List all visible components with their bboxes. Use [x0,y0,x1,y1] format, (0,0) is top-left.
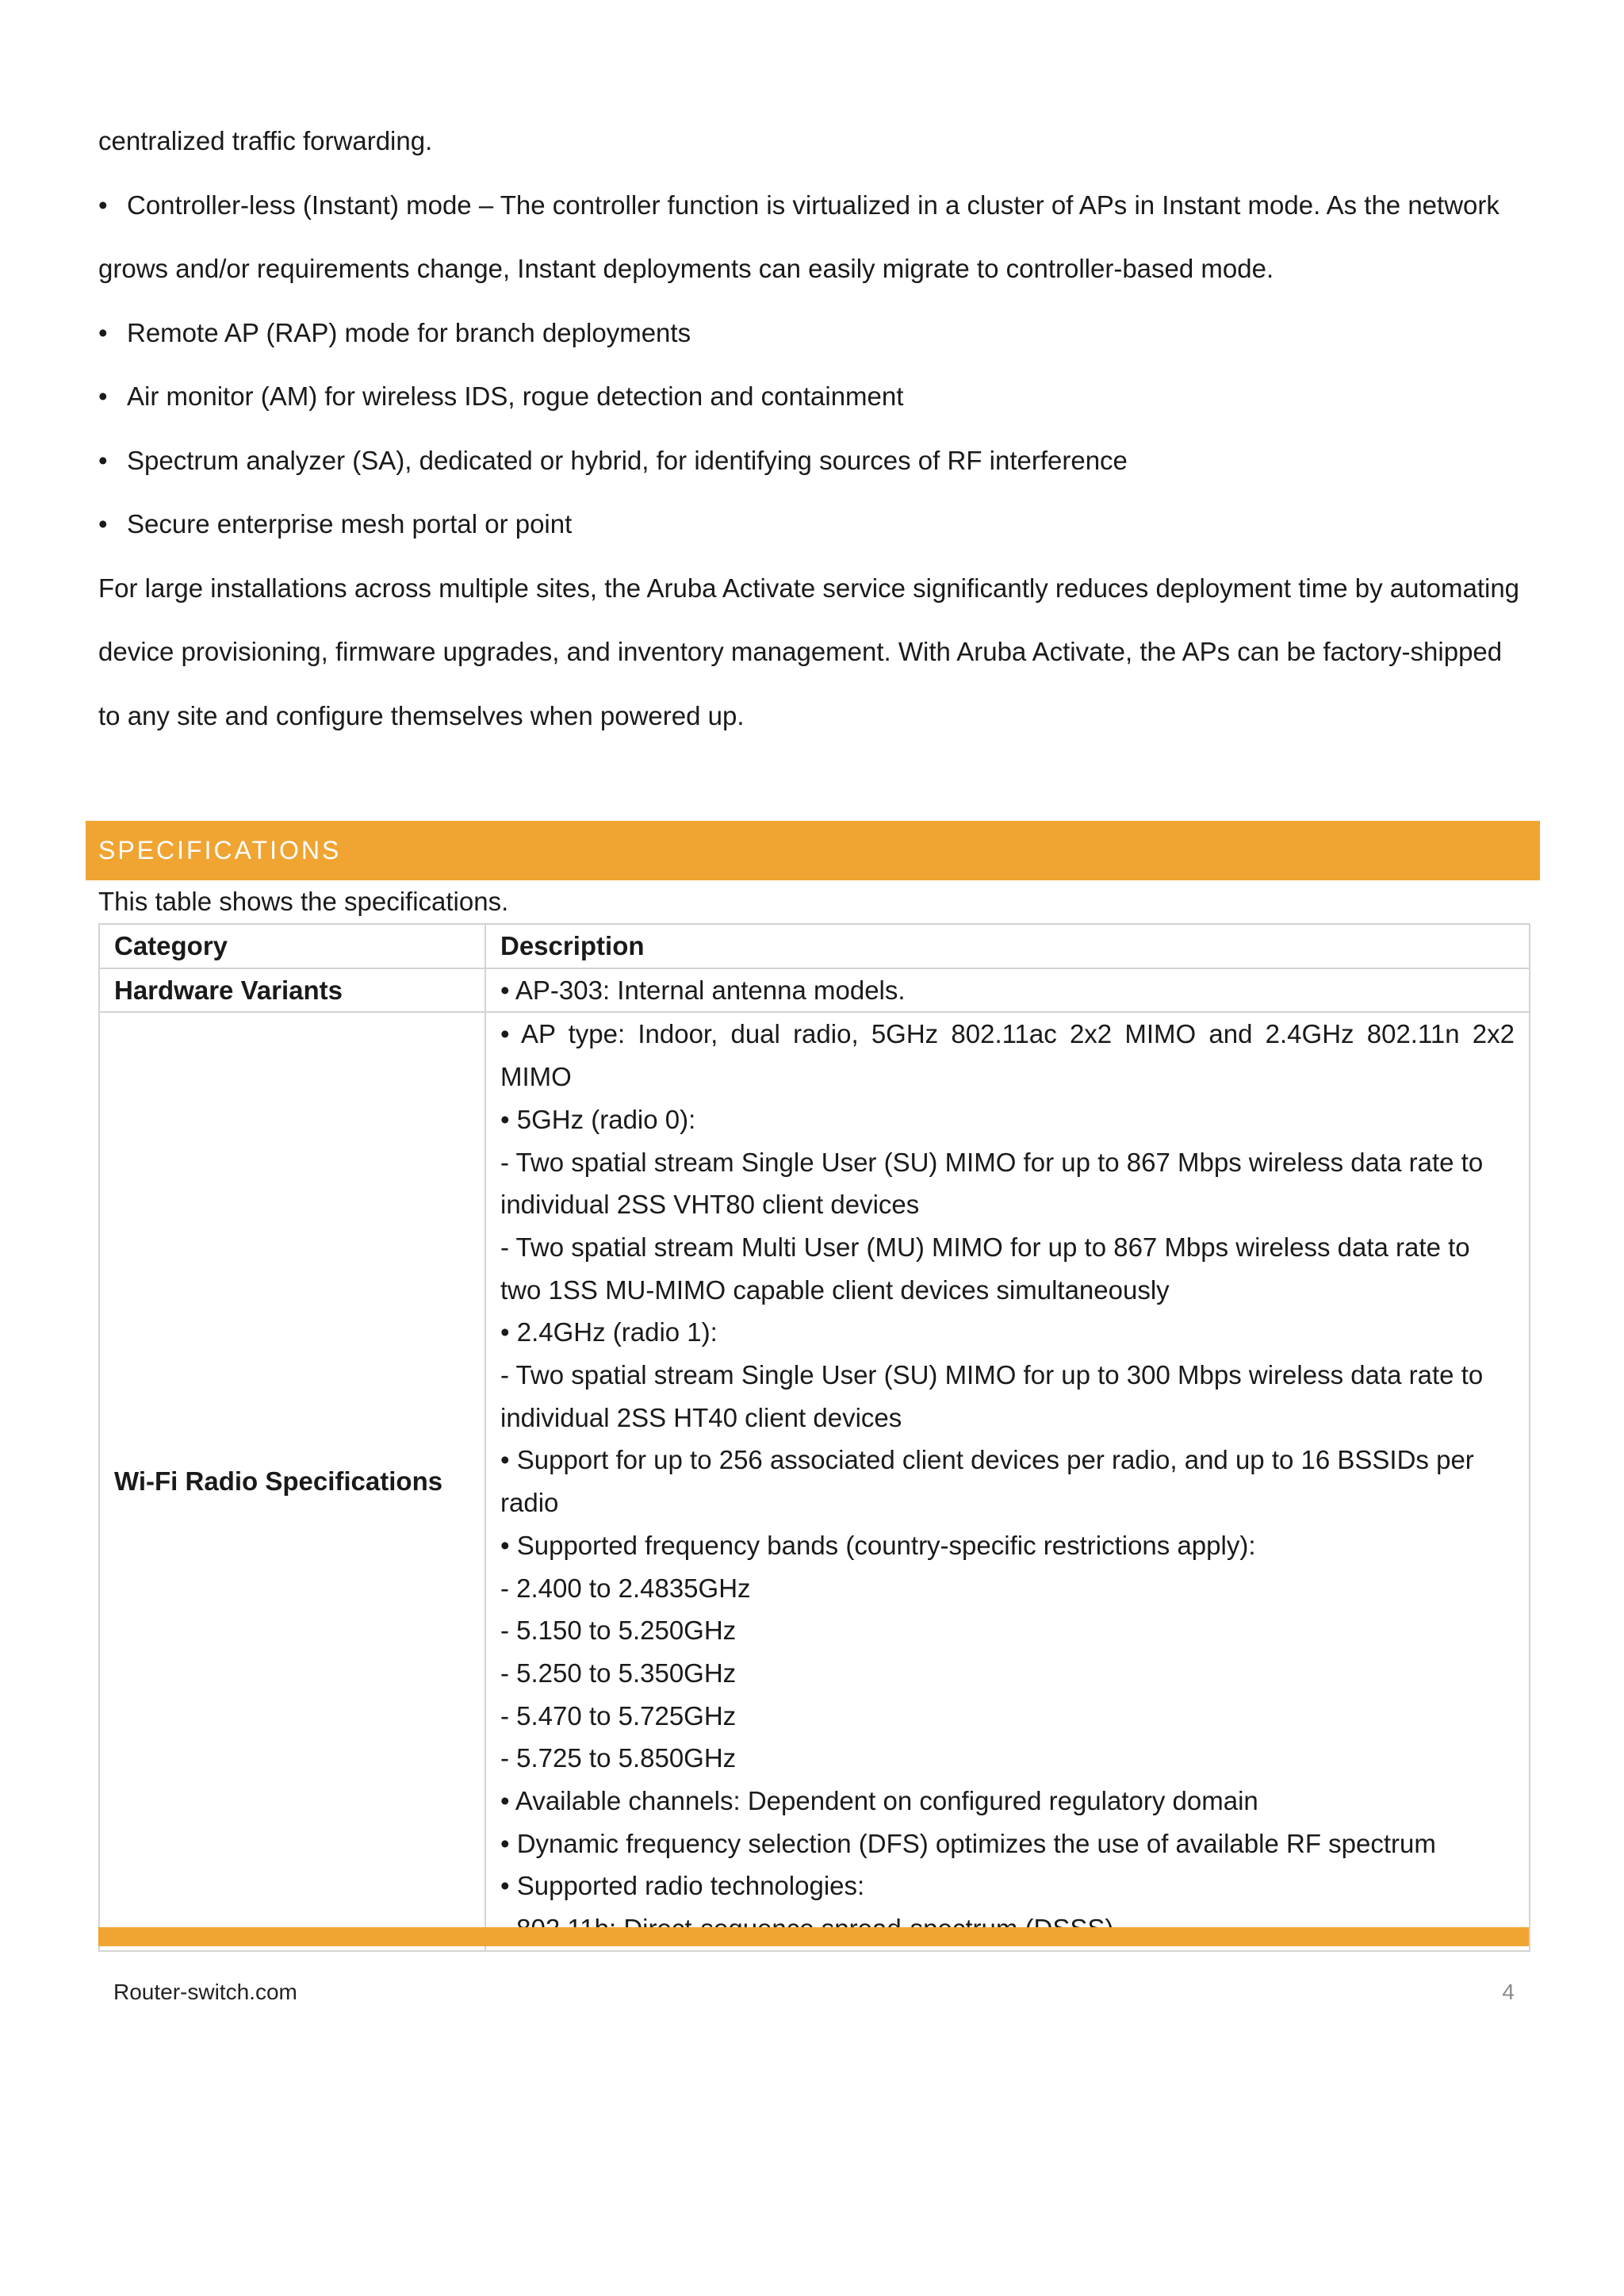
description-line: • Supported radio technologies: [500,1871,865,1901]
intro-text [98,109,1529,748]
column-header-category: Category [99,924,485,968]
table-caption: This table shows the specifications. [98,887,509,916]
intro-bullet: • Controller-less (Instant) mode – The controller function is virtualized in a cluster of APs in Instant mode. As the network [98,174,1529,238]
description-line: - Two spatial stream Single User (SU) MIMO for up to 300 Mbps wireless data rate to [500,1360,1484,1390]
page-number: 4 [1502,1980,1515,2004]
intro-line: to any site and configure themselves when powered up. [98,700,745,730]
description-line: individual 2SS HT40 client devices [500,1402,902,1432]
description-line: • 5GHz (radio 0): [500,1104,696,1134]
intro-bullet: • Spectrum analyzer (SA), dedicated or hybrid, for identifying sources of RF interference [98,429,1529,493]
description-line: - Two spatial stream Multi User (MU) MIMO for up to 867 Mbps wireless data rate to [500,1232,1470,1262]
description-line: - 5.150 to 5.250GHz [500,1616,737,1646]
description-line: • Support for up to 256 associated client devices per radio, and up to 16 BSSIDs per [500,1445,1474,1475]
description-line: - 5.470 to 5.725GHz [500,1700,737,1731]
description-line: • 2.4GHz (radio 1): [500,1317,718,1347]
row-description [485,968,1530,1013]
description-line: radio [500,1488,559,1518]
table-row [99,1012,1530,1950]
row-category: Hardware Variants [99,968,485,1013]
specifications-table [98,923,1530,1952]
description-line: • AP-303: Internal antenna models. [500,975,906,1005]
description-line: • Dynamic frequency selection (DFS) optimizes the use of available RF spectrum [500,1828,1436,1858]
intro-bullet: • Remote AP (RAP) mode for branch deployments [98,301,1529,366]
intro-line: device provisioning, firmware upgrades, and inventory management. With Aruba Activate, the APs can be factory-shipped [98,637,1503,666]
footer-divider-bar [98,1927,1529,1946]
description-line: • Supported frequency bands (country-specific restrictions apply): [500,1530,1256,1560]
row-category: Wi-Fi Radio Specifications [99,1012,485,1950]
intro-line: grows and/or requirements change, Instant deployments can easily migrate to controller-based mode. [98,254,1274,283]
description-line: - 5.725 to 5.850GHz [500,1743,737,1773]
section-header-specifications: SPECIFICATIONS [86,821,1540,880]
description-line: - Two spatial stream Single User (SU) MIMO for up to 867 Mbps wireless data rate to [500,1147,1484,1177]
description-line: two 1SS MU-MIMO capable client devices simultaneously [500,1274,1170,1305]
intro-bullet: • Air monitor (AM) for wireless IDS, rogue detection and containment [98,365,1529,429]
column-header-description: Description [485,924,1530,968]
description-line: • Available channels: Dependent on configured regulatory domain [500,1786,1258,1816]
description-line: - 5.250 to 5.350GHz [500,1658,737,1688]
description-line: • AP type: Indoor, dual radio, 5GHz 802.11ac 2x2 MIMO and 2.4GHz 802.11n 2x2 MIMO [500,1019,1515,1092]
intro-line: For large installations across multiple sites, the Aruba Activate service significantly reduces deployment time by automating [98,573,1520,603]
table-header-row [99,924,1530,968]
description-line: individual 2SS VHT80 client devices [500,1190,920,1220]
intro-line: centralized traffic forwarding. [98,126,433,155]
footer-site: Router-switch.com [113,1980,297,2004]
description-line: - 2.400 to 2.4835GHz [500,1573,751,1603]
row-description [485,1012,1530,1950]
table-row [99,968,1530,1013]
intro-bullet: • Secure enterprise mesh portal or point [98,493,1529,557]
